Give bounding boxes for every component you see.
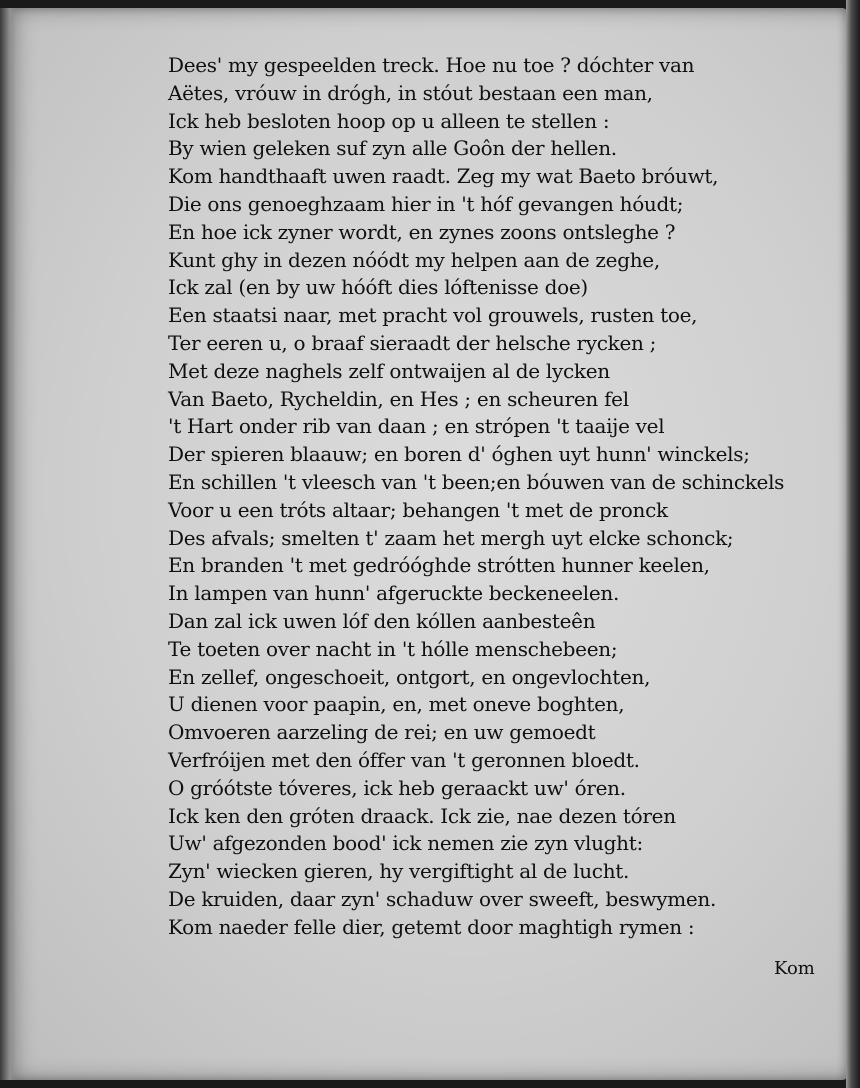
verse-line: Der spieren blaauw; en boren d' óghen uyt hunn' winckels;: [168, 442, 750, 467]
verse-line: Dan zal ick uwen lóf den kóllen aanbesteên: [168, 608, 596, 633]
catchword: Kom: [774, 958, 815, 979]
verse-line: En zellef, ongeschoeit, ontgort, en ongevlochten,: [168, 664, 651, 689]
verse-line: U dienen voor paapin, en, met oneve boghten,: [168, 692, 625, 717]
verse-line: Des afvals; smelten t' zaam het mergh uyt elcke schonck;: [168, 525, 734, 550]
page-gutter: [0, 8, 16, 1080]
verse-line: Te toeten over nacht in 't hólle menschebeen;: [168, 636, 618, 661]
verse-line: Zyn' wiecken gieren, hy vergiftight al de lucht.: [168, 859, 630, 884]
verse-line: Met deze naghels zelf ontwaijen al de lycken: [168, 358, 610, 383]
verse-line: Kom handthaaft uwen raadt. Zeg my wat Baeto bróuwt,: [168, 164, 719, 189]
verse-line: Dees' my gespeelden treck. Hoe nu toe ? dóchter van: [168, 53, 695, 77]
verse-line: 't Hart onder rib van daan ; en strópen 't taaije vel: [168, 414, 665, 439]
verse-line: Kunt ghy in dezen nóódt my helpen aan de zeghe,: [168, 247, 660, 272]
verse-line: Ick zal (en by uw hóóft dies lóftenisse doe): [168, 275, 588, 300]
verse-line: Die ons genoeghzaam hier in 't hóf gevangen hóudt;: [168, 191, 684, 216]
verse-line: O gróótste tóveres, ick heb geraackt uw' óren.: [168, 775, 626, 800]
verse-line: In lampen van hunn' afgeruckte beckeneelen.: [168, 581, 620, 606]
verse-text: [168, 52, 808, 942]
verse-line: Voor u een tróts altaar; behangen 't met de pronck: [168, 497, 668, 522]
verse-line: By wien geleken suf zyn alle Goôn der hellen.: [168, 136, 617, 161]
verse-line: Omvoeren aarzeling de rei; en uw gemoedt: [168, 720, 596, 745]
verse-line: Verfróijen met den óffer van 't geronnen bloedt.: [168, 747, 640, 772]
page-edge: [846, 0, 860, 1088]
verse-line: En schillen 't vleesch van 't been;en bóuwen van de schinckels: [168, 469, 785, 494]
verse-line: Ick heb besloten hoop op u alleen te stellen :: [168, 108, 610, 133]
verse-line: Ter eeren u, o braaf sieraadt der helsche rycken ;: [168, 330, 657, 355]
verse-line: En branden 't met gedróóghde strótten hunner keelen,: [168, 553, 710, 578]
verse-line: Uw' afgezonden bood' ick nemen zie zyn vlught:: [168, 831, 643, 856]
verse-line: Ick ken den gróten draack. Ick zie, nae dezen tóren: [168, 803, 676, 828]
verse-line: En hoe ick zyner wordt, en zynes zoons ontsleghe ?: [168, 219, 676, 244]
verse-line: Een staatsi naar, met pracht vol grouwels, rusten toe,: [168, 303, 698, 328]
verse-line: Kom naeder felle dier, getemt door maghtigh rymen :: [168, 914, 695, 939]
verse-line: Aëtes, vróuw in drógh, in stóut bestaan een man,: [168, 80, 653, 105]
verse-line: De kruiden, daar zyn' schaduw over sweeft, beswymen.: [168, 886, 717, 911]
verse-line: Van Baeto, Rycheldin, en Hes ; en scheuren fel: [168, 386, 629, 411]
